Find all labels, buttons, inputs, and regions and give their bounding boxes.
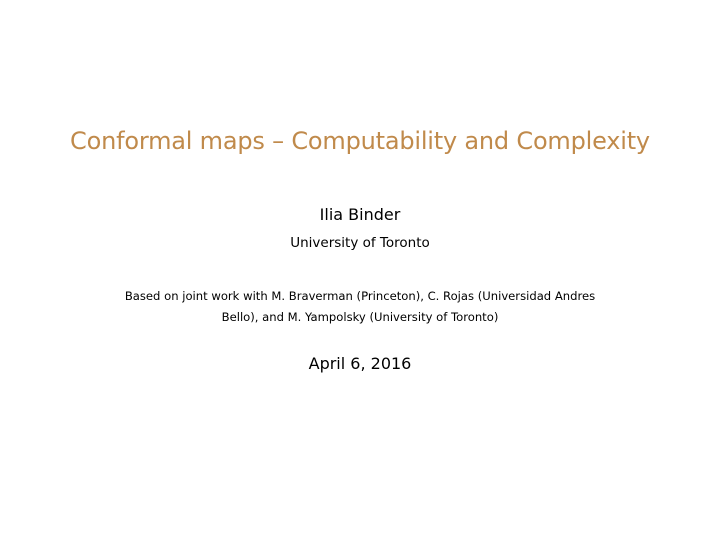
author-institute: University of Toronto (290, 235, 430, 251)
slide-title: Conformal maps – Computability and Complexity (70, 127, 650, 155)
collaboration-note (50, 286, 670, 328)
presentation-date: April 6, 2016 (308, 354, 412, 373)
collaboration-note-line-1: Based on joint work with M. Braverman (Princeton), C. Rojas (Universidad Andres (124, 289, 596, 303)
collaboration-note-line-2: Bello), and M. Yampolsky (University of Toronto) (221, 310, 499, 324)
author-name: Ilia Binder (319, 205, 401, 224)
